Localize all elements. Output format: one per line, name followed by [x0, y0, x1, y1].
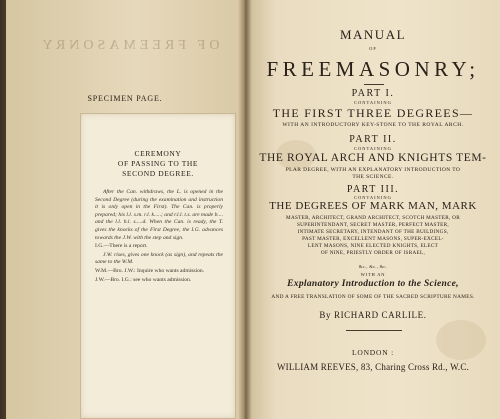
author-line: By RICHARD CARLILE. — [319, 310, 427, 320]
specimen-paragraph: J.W. rises, gives one knock (as sign), and repeats the same to the W.M. — [95, 251, 223, 266]
part-one-heading: PART I. — [351, 88, 395, 99]
specimen-paragraph: W.M.—Bro. J.W.: Inquire who wants admission. — [95, 267, 205, 274]
part-two-subtitle-line: PLAR DEGREE, WITH AN EXPLANATORY INTRODUCTION TO — [285, 167, 461, 173]
degree-list-line: SUPERINTENDANT, SECRET MASTER, PERFECT MASTER, — [296, 222, 449, 228]
containing-label: CONTAINING — [354, 100, 392, 105]
with-an-label: WITH AN — [360, 272, 386, 277]
part-two-heading: PART II. — [349, 134, 397, 145]
specimen-label: SPECIMEN PAGE. — [87, 94, 163, 103]
specimen-paragraph: After the Can. withdraws, the L. is opened in the Second Degree (during the examination and instruction it is only open in the First). The Can. is properly prepared; his l.l. s.m. r.l. k.....; and r.l.l. t.s. are made b.... and the l.l. h.l. s.....d. When the Can. is ready, the T. gives the knocks of the First Degree, the I.G. advances towards the J.W. with the step and sign. — [95, 189, 223, 241]
specimen-title-line: OF PASSING TO THE — [117, 159, 199, 168]
degree-list-line: INTIMATE SECRETARY, INTENDANT OF THE BUILDINGS, — [297, 229, 449, 235]
explanatory-heading: Explanatory Introduction to the Science, — [287, 279, 459, 289]
part-three-title: THE DEGREES OF MARK MAN, MARK — [269, 200, 477, 212]
book-gutter — [238, 0, 252, 419]
title-page — [246, 0, 500, 419]
degree-list-line: PAST MASTER, EXCELLENT MASONS, SUPER-EXCEL- — [302, 236, 444, 242]
part-two-title: THE ROYAL ARCH AND KNIGHTS TEM- — [259, 152, 487, 164]
specimen-body — [95, 189, 223, 284]
specimen-title-line: CEREMONY — [134, 149, 182, 158]
title-manual: MANUAL — [339, 27, 407, 42]
imprint-publisher: WILLIAM REEVES, 83, Charing Cross Rd., W.C. — [276, 362, 470, 372]
rule-divider — [364, 84, 384, 85]
degree-list-line: OF NINE, PRIESTLY ORDER OF ISRAEL, — [320, 250, 426, 256]
containing-label: CONTAINING — [354, 146, 392, 151]
title-of: OF — [369, 46, 377, 51]
specimen-title — [81, 149, 235, 179]
specimen-title-line: SECOND DEGREE. — [122, 169, 194, 178]
specimen-paragraph: J.W.—Bro. I.G.: see who wants admission. — [95, 276, 192, 283]
part-three-heading: PART III. — [346, 184, 400, 195]
part-one-subtitle: WITH AN INTRODUCTORY KEY-STONE TO THE ROYAL ARCH. — [282, 122, 464, 128]
containing-label: CONTAINING — [354, 195, 392, 200]
part-two-subtitle-line: THE SCIENCE. — [352, 174, 394, 180]
degree-list-line: MASTER, ARCHITECT, GRAND ARCHITECT, SCOTCH MASTER, OR — [286, 215, 460, 221]
degree-list-line: &c., &c., &c. — [358, 264, 388, 269]
part-one-title: THE FIRST THREE DEGREES— — [272, 106, 474, 120]
translation-note: AND A FREE TRANSLATION OF SOME OF THE SACRED SCRIPTURE NAMES. — [271, 294, 475, 300]
title-freemasonry: FREEMASONRY; — [266, 57, 480, 81]
left-page — [6, 0, 244, 419]
specimen-paragraph: I.G.—There is a report. — [95, 243, 148, 250]
rule-divider — [346, 330, 402, 331]
imprint-city: LONDON : — [351, 348, 395, 357]
degree-list-line: LENT MASONS, NINE ELECTED KNIGHTS, ELECT — [307, 243, 439, 249]
bleed-through-text: OF FREEMASONRY — [38, 38, 220, 53]
specimen-page — [80, 113, 236, 419]
